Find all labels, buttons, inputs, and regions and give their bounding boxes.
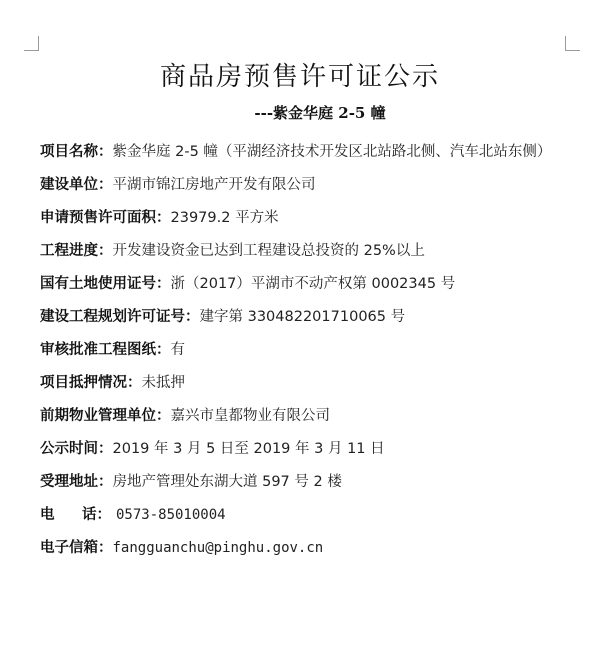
field-label: 国有土地使用证号： bbox=[40, 276, 171, 292]
field-project-name bbox=[40, 136, 576, 169]
field-property-management bbox=[40, 400, 576, 433]
field-planning-permit bbox=[40, 301, 576, 334]
field-value: 开发建设资金已达到工程建设总投资的 25%以上 bbox=[112, 243, 425, 259]
field-label: 受理地址： bbox=[40, 474, 113, 490]
field-value: 建字第 330482201710065 号 bbox=[199, 309, 406, 325]
document-subtitle: ---紫金华庭 2-5 幢 bbox=[254, 104, 386, 122]
document-title: 商品房预售许可证公示 bbox=[159, 62, 440, 92]
field-label: 项目抵押情况： bbox=[40, 375, 142, 391]
field-phone bbox=[40, 499, 576, 532]
field-approved-drawings bbox=[40, 334, 576, 367]
field-label: 前期物业管理单位： bbox=[40, 408, 171, 424]
field-value: 未抵押 bbox=[141, 375, 185, 391]
corner-mark-top-right bbox=[565, 36, 580, 51]
field-list bbox=[40, 136, 576, 565]
phone-label bbox=[40, 499, 116, 532]
email-label: 电子信箱： bbox=[40, 540, 113, 556]
field-label: 申请预售许可面积： bbox=[40, 210, 171, 226]
field-label: 项目名称： bbox=[40, 144, 113, 160]
phone-label-char-2: 话： bbox=[82, 507, 111, 523]
field-value: 浙（2017）平湖市不动产权第 0002345 号 bbox=[170, 276, 456, 292]
field-label: 审核批准工程图纸： bbox=[40, 342, 171, 358]
field-email bbox=[40, 532, 576, 565]
field-value: 紫金华庭 2-5 幢（平湖经济技术开发区北站路北侧、汽车北站东侧） bbox=[112, 144, 552, 160]
email-address: fangguanchu@pinghu.gov.cn bbox=[112, 540, 324, 556]
field-progress bbox=[40, 235, 576, 268]
phone-label-char-1: 电 bbox=[40, 507, 55, 523]
field-mortgage-status bbox=[40, 367, 576, 400]
field-label: 公示时间： bbox=[40, 441, 113, 457]
field-value: 嘉兴市皇都物业有限公司 bbox=[170, 408, 330, 424]
field-label: 建设工程规划许可证号： bbox=[40, 309, 200, 325]
field-developer bbox=[40, 169, 576, 202]
field-publicity-period bbox=[40, 433, 576, 466]
field-label: 工程进度： bbox=[40, 243, 113, 259]
field-value: 23979.2 平方米 bbox=[170, 210, 279, 226]
phone-number: 0573-85010004 bbox=[116, 507, 226, 523]
field-label: 建设单位： bbox=[40, 177, 113, 193]
corner-mark-top-left bbox=[24, 36, 39, 51]
field-value: 房地产管理处东湖大道 597 号 2 楼 bbox=[112, 474, 342, 490]
field-value: 2019 年 3 月 5 日至 2019 年 3 月 11 日 bbox=[112, 441, 385, 457]
field-office-address bbox=[40, 466, 576, 499]
field-presale-area bbox=[40, 202, 576, 235]
field-land-certificate bbox=[40, 268, 576, 301]
field-value: 平湖市锦江房地产开发有限公司 bbox=[112, 177, 316, 193]
field-value: 有 bbox=[170, 342, 185, 358]
